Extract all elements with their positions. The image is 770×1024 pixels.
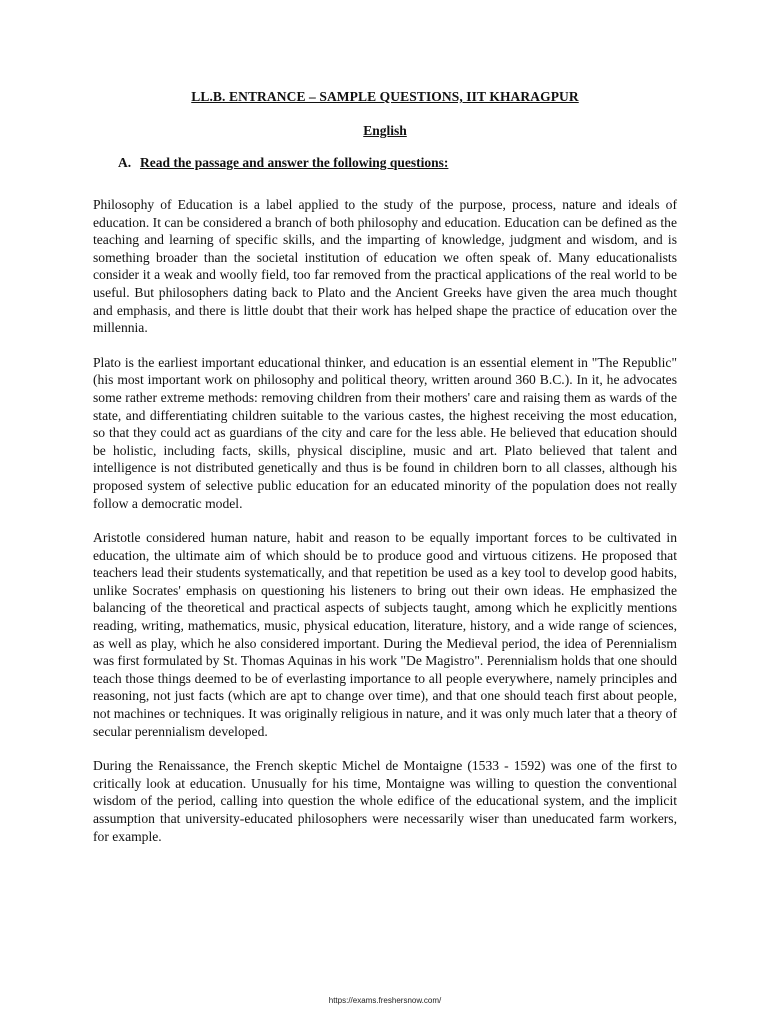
paragraph: Aristotle considered human nature, habit and reason to be equally important forces to be cultivated in education, the ultimate aim of which should be to produce good and virtuous citizens. He proposed that teachers lead their students systematically, and that repetition be used as a key tool to develop good habits, unlike Socrates' emphasis on questioning his listeners to bring out their own ideas. He emphasized the balancing of the theoretical and practical aspects of subjects taught, among which he explicitly mentions reading, writing, mathematics, music, physical education, literature, history, and a wide range of sciences, as well as play, which he also considered important. During the Medieval period, the idea of Perennialism was first formulated by St. Thomas Aquinas in his work "De Magistro". Perennialism holds that one should teach those things deemed to be of everlasting importance to all people everywhere, namely principles and reasoning, not just facts (which are apt to change over time), and that one should teach first about people, not machines or techniques. It was originally religious in nature, and it was only much later that a theory of secular perennialism developed.: [93, 530, 677, 739]
passage: [93, 196, 677, 862]
paragraph: Philosophy of Education is a label applied to the study of the purpose, process, nature and ideals of education. It can be considered a branch of both philosophy and education. Education can be defined as the teaching and learning of specific skills, and the imparting of knowledge, judgment and wisdom, and is something broader than the societal institution of education we often speak of. Many educationalists consider it a weak and woolly field, too far removed from the practical applications of the real world to be useful. But philosophers dating back to Plato and the Ancient Greeks have given the area much thought and emphasis, and there is little doubt that their work has helped shape the practice of education over the millennia.: [93, 197, 677, 336]
document-title: LL.B. ENTRANCE – SAMPLE QUESTIONS, IIT KHARAGPUR: [191, 89, 579, 104]
paragraph: Plato is the earliest important educational thinker, and education is an essential element in "The Republic" (his most important work on philosophy and political theory, written around 360 B.C.). In it, he advocates some rather extreme methods: removing children from their mothers' care and raising them as wards of the state, and differentiating children suitable to the various castes, the highest receiving the most education, so that they could act as guardians of the city and care for the less able. He believed that education should be holistic, including facts, skills, physical discipline, music and art. Plato believed that talent and intelligence is not distributed genetically and thus is be found in children born to all classes, although his proposed system of selective public education for an educated minority of the population does not really follow a democratic model.: [93, 354, 677, 511]
paragraph: During the Renaissance, the French skeptic Michel de Montaigne (1533 - 1592) was one of the first to critically look at education. Unusually for his time, Montaigne was willing to question the conventional wisdom of the period, calling into question the whole edifice of the educational system, and the implicit assumption that university-educated philosophers were necessarily wiser than uneducated farm workers, for example.: [93, 758, 677, 844]
subject-heading: English: [363, 123, 407, 138]
instruction-text: Read the passage and answer the following questions:: [140, 155, 449, 170]
section-instruction: [118, 155, 448, 171]
footer-url: https://exams.freshersnow.com/: [328, 996, 442, 1005]
section-marker: A.: [118, 155, 132, 170]
